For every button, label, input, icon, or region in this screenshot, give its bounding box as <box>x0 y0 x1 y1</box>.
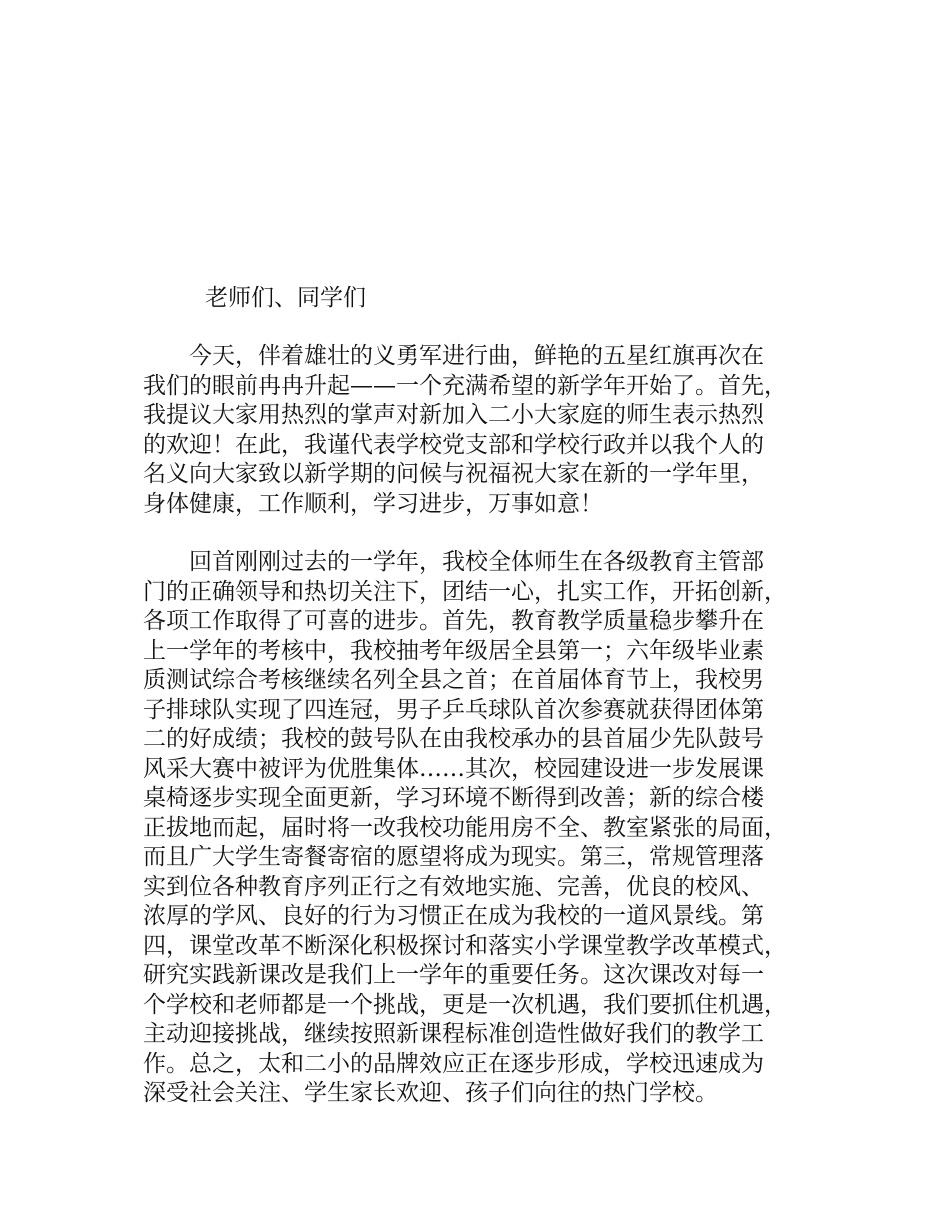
document-body <box>143 282 823 1109</box>
salutation: 老师们、同学们 <box>205 285 366 311</box>
text-line: 各项工作取得了可喜的进步。首先，教育教学质量稳步攀升在 <box>143 608 764 634</box>
text-line: 研究实践新课改是我们上一学年的重要任务。这次课改对每一 <box>143 962 764 988</box>
text-line: 深受社会关注、学生家长欢迎、孩子们向往的热门学校。 <box>143 1080 718 1106</box>
text-line: 门的正确领导和热切关注下，团结一心，扎实工作，开拓创新， <box>143 578 787 605</box>
text-line: 个学校和老师都是一个挑战，更是一次机遇，我们要抓住机遇， <box>143 991 787 1018</box>
paragraph-2 <box>143 548 823 1109</box>
text-line: 二的好成绩；我校的鼓号队在由我校承办的县首届少先队鼓号 <box>143 726 764 752</box>
text-line: 今天，伴着雄壮的义勇军进行曲，鲜艳的五星红旗再次在 <box>189 343 764 369</box>
text-line: 名义向大家致以新学期的问候与祝福祝大家在新的一学年里， <box>143 461 764 487</box>
text-line: 风采大赛中被评为优胜集体……其次，校园建设进一步发展课 <box>143 755 764 782</box>
text-line: 的欢迎！在此，我谨代表学校党支部和学校行政并以我个人的 <box>143 431 764 458</box>
text-line: 主动迎接挑战，继续按照新课程标准创造性做好我们的教学工 <box>143 1021 764 1047</box>
paragraph-gap <box>143 519 823 548</box>
text-line: 我提议大家用热烈的掌声对新加入二小大家庭的师生表示热烈 <box>143 402 764 428</box>
text-line: 身体健康，工作顺利，学习进步，万事如意！ <box>143 490 603 517</box>
text-line: 桌椅逐步实现全面更新，学习环境不断得到改善；新的综合楼 <box>143 785 764 811</box>
text-line: 子排球队实现了四连冠，男子乒乓球队首次参赛就获得团体第 <box>143 696 764 723</box>
text-line: 我们的眼前冉冉升起——一个充满希望的新学年开始了。首先， <box>143 372 787 399</box>
text-line: 回首刚刚过去的一学年，我校全体师生在各级教育主管部 <box>189 549 764 575</box>
paragraph-1 <box>143 342 823 519</box>
text-line: 作。总之，太和二小的品牌效应正在逐步形成，学校迅速成为 <box>143 1050 764 1077</box>
text-line: 四，课堂改革不断深化积极探讨和落实小学课堂教学改革模式， <box>143 932 787 959</box>
text-line: 实到位各种教育序列正行之有效地实施、完善，优良的校风、 <box>143 873 764 900</box>
text-line: 而且广大学生寄餐寄宿的愿望将成为现实。第三，常规管理落 <box>143 844 764 870</box>
text-line: 质测试综合考核继续名列全县之首；在首届体育节上，我校男 <box>143 667 764 693</box>
text-line: 浓厚的学风、良好的行为习惯正在成为我校的一道风景线。第 <box>143 903 764 929</box>
text-line: 正拔地而起，届时将一改我校功能用房不全、教室紧张的局面， <box>143 814 787 841</box>
text-line: 上一学年的考核中，我校抽考年级居全县第一；六年级毕业素 <box>143 637 764 664</box>
